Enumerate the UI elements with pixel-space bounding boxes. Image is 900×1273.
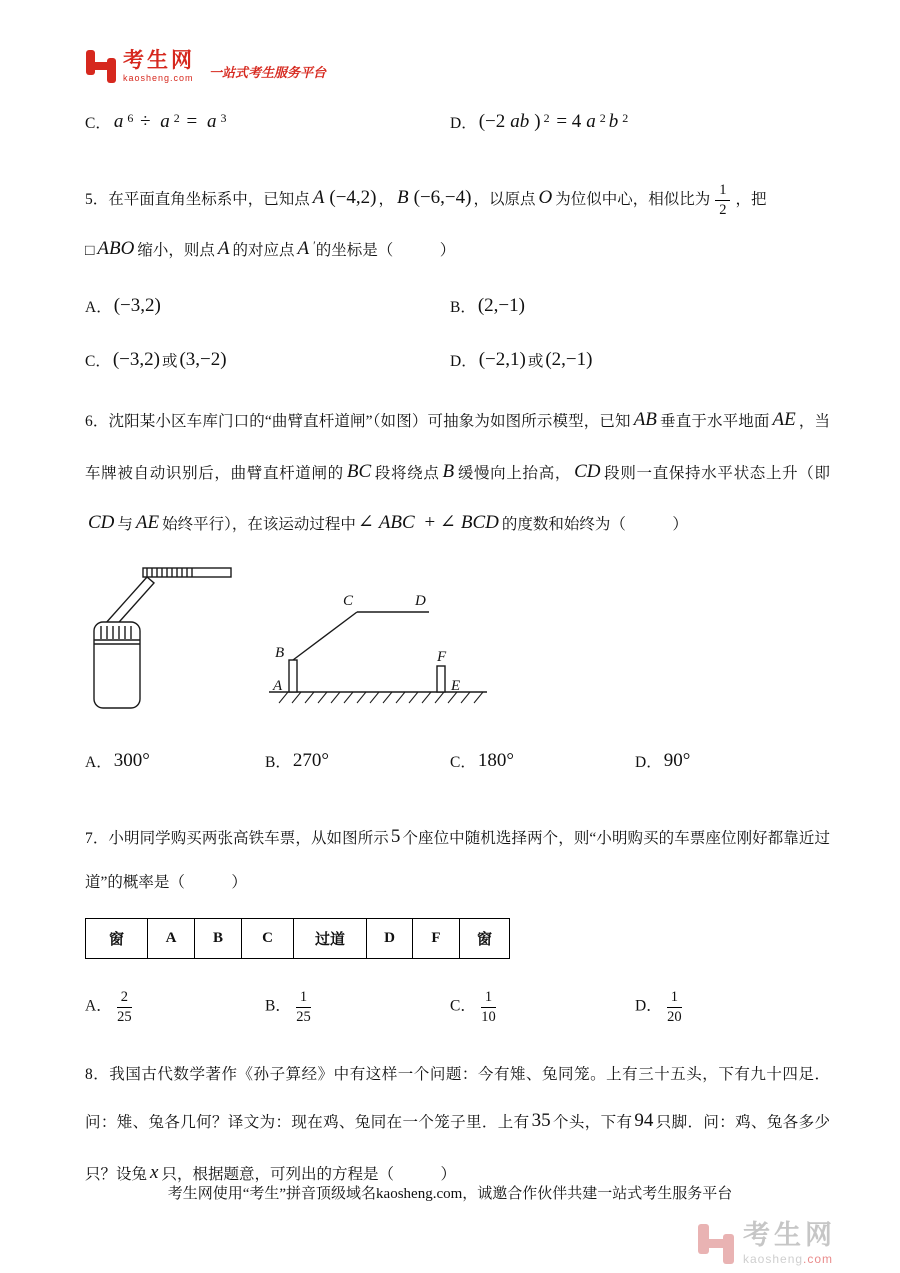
- logo-text-block: [123, 50, 195, 83]
- text-segment: 个头，下有: [552, 1114, 633, 1132]
- label-point-b: B: [275, 645, 285, 662]
- fraction-numerator: 1: [296, 989, 311, 1008]
- q7-option-c: [450, 989, 635, 1025]
- math-italic-segment: a: [113, 111, 124, 132]
- label-point-a: A: [273, 678, 283, 695]
- q5-option-b: [450, 286, 830, 326]
- math-upright-segment: 5: [390, 826, 401, 848]
- text-segment: A．: [85, 299, 112, 317]
- math-italic-segment: a: [586, 111, 596, 132]
- watermark-domain-text: [743, 1253, 836, 1265]
- text-segment: D．: [635, 997, 662, 1015]
- q6-option-d: [635, 741, 830, 781]
- kaosheng-logo-icon: [85, 48, 117, 84]
- question6-text: [85, 394, 830, 548]
- q5-options-row-1: [85, 286, 830, 326]
- math-upright-segment: 35: [531, 1110, 551, 1132]
- text-segment: A．: [85, 753, 112, 771]
- math-italic-segment: b: [608, 111, 619, 132]
- text-segment: 为位似中心，相似比为: [555, 190, 711, 208]
- math-upright-segment: (3,−2): [179, 349, 227, 371]
- q4-option-c: [85, 102, 450, 142]
- superscript: 6: [127, 110, 134, 125]
- fraction-numerator: 2: [117, 989, 132, 1008]
- kaosheng-header-logo: [85, 48, 326, 84]
- math-upright-segment: (2,−1): [545, 349, 593, 371]
- fraction-numerator: 1: [481, 989, 496, 1008]
- text-segment: 的度数和始终为（ ）: [501, 515, 688, 533]
- math-italic-segment: a: [160, 111, 170, 132]
- superscript: 2: [173, 110, 180, 125]
- logo-tagline: 一站式考生服务平台: [209, 65, 327, 80]
- question8-text: [85, 1054, 830, 1198]
- fraction: [481, 989, 496, 1025]
- segment-bc: [293, 612, 357, 660]
- text-segment: 缩小，则点: [137, 241, 215, 259]
- text-segment: 只脚．问：鸡、兔各多少只？设兔: [85, 1114, 830, 1183]
- math-italic-segment: A: [297, 238, 310, 260]
- seat-cell-f: F: [413, 919, 460, 958]
- q5-option-d: [450, 340, 830, 380]
- seat-cell-c: C: [242, 919, 294, 958]
- question6-figure: [89, 560, 830, 715]
- math-italic-segment: AE: [772, 409, 796, 431]
- logo-domain-text: kaosheng.com: [123, 72, 194, 83]
- watermark-brand-text: 考生网: [743, 1219, 836, 1250]
- q5-option-a: [85, 286, 450, 326]
- fraction-denominator: 25: [296, 1008, 311, 1025]
- math-italic-segment: BCD: [460, 511, 499, 533]
- question4-options-row: [85, 102, 830, 142]
- math-upright-segment: + ∠: [419, 511, 456, 533]
- math-upright-segment: =: [181, 111, 202, 132]
- gate-bar-stripes: [147, 568, 192, 577]
- text-segment: C．: [450, 997, 476, 1015]
- fraction-denominator: 10: [481, 1008, 496, 1025]
- text-segment: 段则一直保持水平状态上升（即: [603, 464, 830, 482]
- math-italic-segment: ABO: [97, 238, 135, 260]
- text-segment: 的对应点: [232, 241, 295, 259]
- seat-cell-b: B: [195, 919, 242, 958]
- text-segment: D．: [450, 114, 477, 132]
- fraction: [667, 989, 682, 1025]
- math-upright-segment: 270°: [292, 750, 329, 772]
- math-italic-segment: ABC: [378, 511, 415, 533]
- text-segment: □: [85, 241, 95, 259]
- question5-text: [85, 172, 830, 275]
- question7-text: [85, 811, 830, 904]
- fraction-numerator: 1: [667, 989, 682, 1008]
- text-segment: ，当车牌被自动识别后，曲臂直杆道闸的: [85, 413, 830, 482]
- math-upright-segment: 94: [634, 1110, 654, 1132]
- math-italic-segment: a: [207, 111, 217, 132]
- text-segment: ，以原点: [473, 190, 536, 208]
- q7-option-a: [85, 989, 265, 1025]
- math-italic-segment: O: [538, 186, 553, 208]
- q6-option-a: [85, 741, 265, 781]
- q6-options-row: [85, 741, 830, 781]
- math-upright-segment: (−3,2): [113, 295, 161, 317]
- watermark-bar-mid: [706, 1239, 726, 1248]
- text-segment: 或: [527, 353, 544, 371]
- math-upright-segment: 90°: [663, 750, 691, 772]
- text-segment: 7．小明同学购买两张高铁车票，从如图所示: [85, 829, 389, 847]
- fraction: [117, 989, 132, 1025]
- q7-option-d: [635, 989, 830, 1025]
- watermark-logo-icon: [697, 1221, 735, 1265]
- watermark-domain-tld: .com: [803, 1251, 834, 1266]
- text-segment: 或: [161, 353, 178, 371]
- math-upright-segment: (−2,1): [478, 349, 526, 371]
- seat-diagram: [85, 918, 510, 959]
- logo-bar-mid: [92, 62, 110, 70]
- fraction-numerator: 1: [715, 182, 730, 201]
- fraction-denominator: 2: [719, 201, 727, 218]
- math-upright-segment: ): [534, 111, 541, 132]
- fraction-denominator: 20: [667, 1008, 682, 1025]
- footer-text: 考生网使用“考生”拼音顶级域名kaosheng.com，诚邀合作伙伴共建一站式考生服务平台: [167, 1186, 733, 1202]
- text-segment: 只，根据题意，可列出的方程是（ ）: [161, 1165, 456, 1183]
- fraction-denominator: 25: [117, 1008, 132, 1025]
- math-italic-segment: CD: [88, 511, 115, 533]
- text-segment: ，把: [735, 190, 767, 208]
- math-italic-segment: B: [442, 460, 455, 482]
- text-segment: C．: [85, 114, 111, 132]
- math-italic-segment: CD: [574, 460, 601, 482]
- superscript: 2: [543, 110, 550, 125]
- fraction: [715, 182, 730, 218]
- q5-option-c: [85, 340, 450, 380]
- watermark-domain-name: kaosheng: [743, 1251, 804, 1266]
- fraction: [296, 989, 311, 1025]
- logo-brand-text: 考生网: [123, 48, 195, 72]
- math-italic-segment: x: [150, 1161, 159, 1183]
- q6-option-c: [450, 741, 635, 781]
- math-upright-segment: (2,−1): [477, 295, 525, 317]
- math-upright-segment: ∠: [357, 511, 374, 533]
- text-segment: 始终平行），在该运动过程中: [162, 515, 356, 533]
- text-segment: 6．沈阳某小区车库门口的“曲臂直杆道闸”（如图）可抽象为如图所示模型，已知: [85, 413, 631, 431]
- q5-options-row-2: [85, 340, 830, 380]
- text-segment: D．: [635, 753, 662, 771]
- math-upright-segment: 300°: [113, 750, 150, 772]
- text-segment: 5．在平面直角坐标系中，已知点: [85, 190, 310, 208]
- math-upright-segment: (−3,2): [112, 349, 160, 371]
- text-segment: B．: [450, 299, 476, 317]
- text-segment: D．: [450, 353, 477, 371]
- seat-cell-aisle: 过道: [294, 919, 367, 958]
- seat-cell-window-left: 窗: [86, 919, 148, 958]
- math-upright-segment: 180°: [477, 750, 514, 772]
- label-point-d: D: [415, 593, 426, 610]
- q6-option-b: [265, 741, 450, 781]
- superscript: 2: [599, 110, 606, 125]
- barrier-gate-illustration: [89, 560, 239, 715]
- math-italic-segment: BC: [346, 460, 372, 482]
- superscript: 3: [220, 110, 227, 125]
- text-segment: ，: [378, 190, 395, 208]
- q7-options-row: [85, 989, 830, 1025]
- text-segment: C．: [85, 353, 111, 371]
- label-point-f: F: [437, 649, 447, 666]
- post-fe: [437, 666, 445, 692]
- q4-option-d: [450, 102, 830, 142]
- text-segment: A．: [85, 997, 112, 1015]
- seat-cell-d: D: [367, 919, 413, 958]
- text-segment: B．: [265, 753, 291, 771]
- math-upright-segment: (−2: [478, 111, 506, 132]
- math-upright-segment: ÷: [135, 111, 156, 132]
- superscript: 2: [622, 110, 629, 125]
- superscript: ′: [313, 237, 316, 252]
- text-segment: 垂直于水平地面: [659, 413, 770, 431]
- watermark-text-block: [743, 1219, 836, 1266]
- text-segment: 缓慢向上抬高，: [457, 464, 572, 482]
- text-segment: 段将绕点: [374, 464, 440, 482]
- math-italic-segment: A: [312, 186, 325, 208]
- text-segment: C．: [450, 753, 476, 771]
- math-upright-segment: (−4,2): [329, 186, 377, 208]
- geometry-diagram: [267, 580, 502, 715]
- math-italic-segment: A: [217, 238, 230, 260]
- text-segment: B．: [265, 997, 291, 1015]
- math-italic-segment: B: [397, 186, 409, 208]
- math-upright-segment: = 4: [551, 111, 582, 132]
- watermark-logo: [697, 1221, 836, 1265]
- math-italic-segment: AB: [633, 409, 657, 431]
- q7-option-b: [265, 989, 450, 1025]
- label-point-e: E: [451, 678, 461, 695]
- seat-cell-a: A: [148, 919, 195, 958]
- text-segment: 个座位中随机选择两个，则“小明购买的车票座位刚好都靠近过道”的概率是（ ）: [85, 829, 830, 892]
- text-segment: 的坐标是（ ）: [315, 241, 456, 259]
- text-segment: 8．我国古代数学著作《孙子算经》中有这样一个问题：今有雉、兔同笼。上有三十五头，下有九十四足．问：雉、兔各几何？译文为：现在鸡、兔同在一个笼子里．上有: [85, 1065, 830, 1132]
- label-point-c: C: [343, 593, 354, 610]
- math-italic-segment: AE: [135, 511, 160, 533]
- text-segment: 与: [117, 515, 133, 533]
- math-italic-segment: ab: [510, 111, 530, 132]
- seat-cell-window-right: 窗: [476, 932, 492, 949]
- post-ab: [289, 660, 297, 692]
- math-upright-segment: (−6,−4): [413, 186, 472, 208]
